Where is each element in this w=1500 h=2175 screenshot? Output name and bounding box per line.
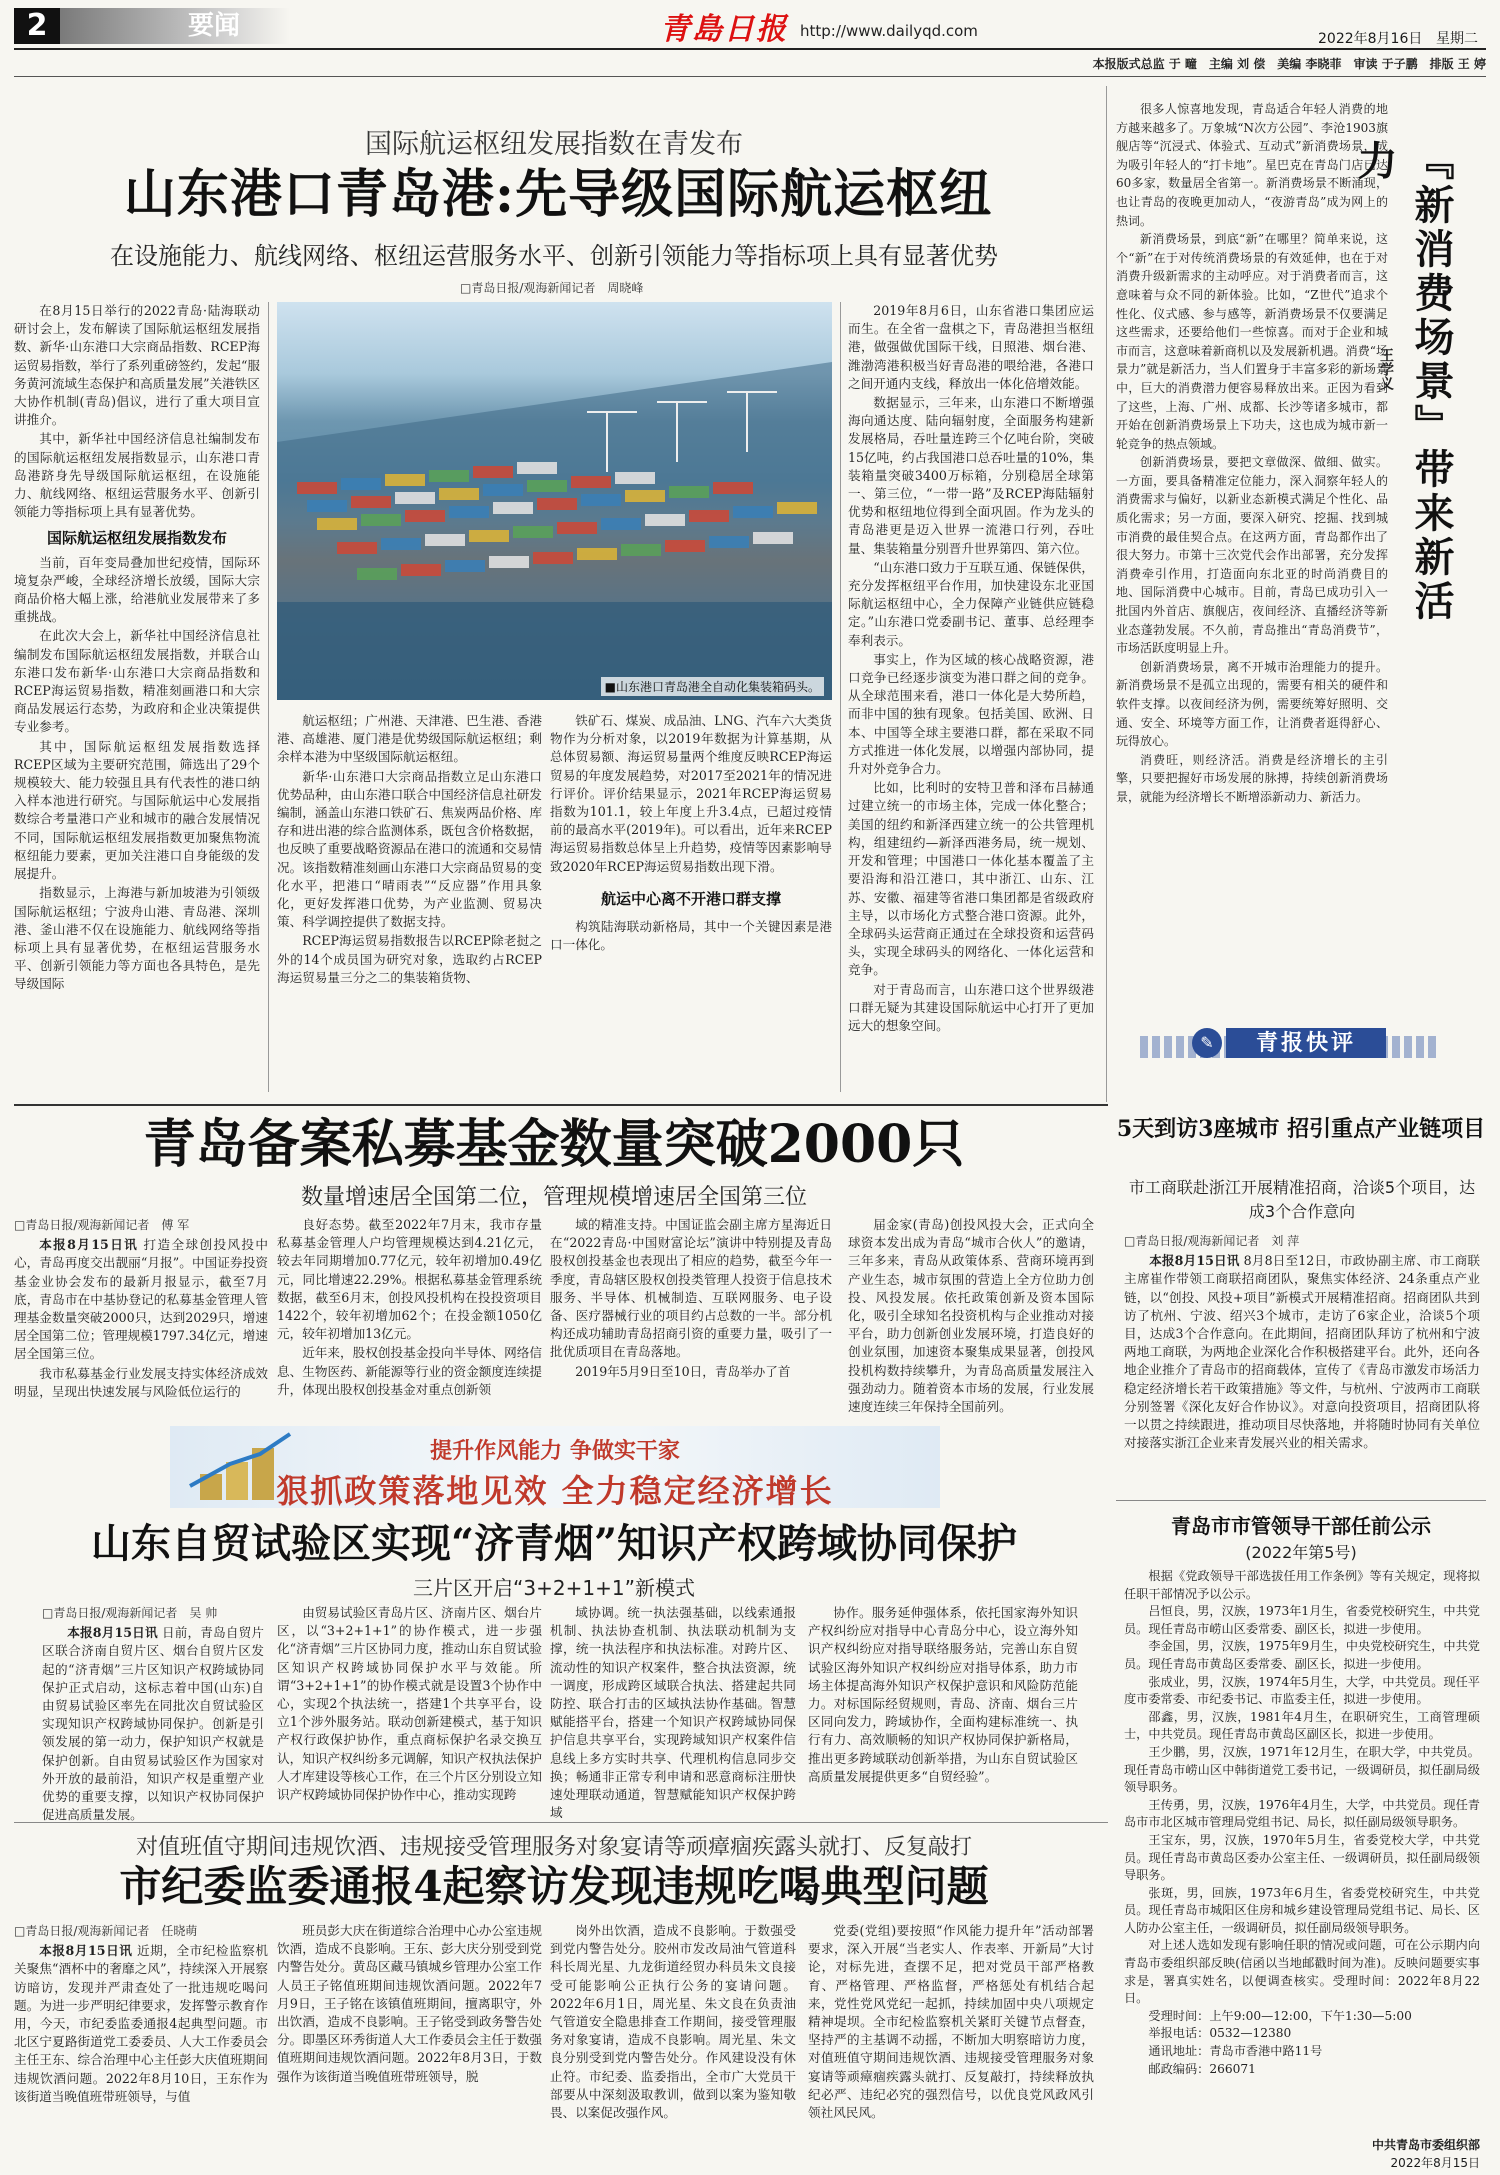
story2-col1: □青岛日报/观海新闻记者 傅 军 本报8月15日讯 打造全球创投风投中心，青岛再度交出靓丽“月报”。中国证券投资基金业协会发布的最新月报显示，截至7月底，青岛市在中基协登记的私募基金管理人管理基金数量突破2000只，达到2029只，增速居全国第二位；管理规模1797.34亿元，增速居全国第三位。 我市私募基金行业发展支持实体经济成效明显，呈现出快速发展与风险低位运行的 [14,1218,268,1399]
story1-headline: 山东港口青岛港:先导级国际航运枢纽 [123,164,993,225]
story1-subheading-2: 航运中心离不开港口群支撑 [600,889,781,908]
notice-entry: 邵鑫，男，汉族，1981年4月生，在职研究生，工商管理硕士，中共党员。现任青岛市黄岛区副区长，拟进一步使用。 [1124,1709,1480,1742]
port-photo-art [277,302,832,700]
story4-byline: □青岛日报/观海新闻记者 刘 萍 [1124,1234,1300,1248]
masthead-logo: 青島日报 [660,12,788,47]
story5-byline: □青岛日报/观海新闻记者 任晓萌 [14,1924,198,1938]
story5-kicker: 对值班值守期间违规饮酒、违规接受管理服务对象宴请等顽瘴痼疾露头就打、反复敲打 [135,1835,972,1860]
story1-kicker: 国际航运枢纽发展指数在青发布 [365,129,743,160]
notice-entry: 吕恒良，男，汉族，1973年1月生，省委党校研究生，中共党员。现任青岛市崂山区委常委、副区长，拟进一步使用。 [1124,1604,1480,1636]
notice-sign-org: 中共青岛市委组织部 [1371,2138,1480,2152]
notice-phone: 举报电话：0532—12380 [1148,2026,1292,2041]
story3-col3: 域协调。统一执法强基础，以线索通报机制、执法协查机制、执法联动机制为支撑，统一执法程序和执法标准。对跨片区、流动性的知识产权案件，整合执法资源，统一调度，形成跨区域联合执法、搭建起共同防控、联合打击的区域执法协作基础。智慧赋能搭平台，搭建一个知识产权跨域协同保护信息共享平台，实现跨域知识产权案件信息线上多方实时共享、代理机构信息同步交换；畅通非正常专利申请和恶意商标注册快速处理联动通道，智慧赋能知识产权保护跨域 [550,1605,796,1821]
story3-byline: □青岛日报/观海新闻记者 吴 帅 [42,1606,218,1620]
story4-subhead: 市工商联赴浙江开展精准招商，洽谈5个项目，达成3个合作意向 [1128,1178,1476,1221]
story2-col2: 良好态势。截至2022年7月末，我市存量私募基金管理人户均管理规模达到4.21亿元，较去年同期增加0.77亿元，较年初增加0.49亿元，同比增速22.29%。根据私募基金管理系统数据，截至6月末，创投风投机构在投投资项目1422个，较年初增加62个；在投金额1050亿元，较年初增加13亿元。 近年来，股权创投基金投向半导体、网络信息、生物医药、新能源等行业的资金额度连续提升，体现出股权创投基金对重点创新领 [277,1217,542,1397]
notice-issue: (2022年第5号) [1245,1543,1357,1562]
story1-col3: 铁矿石、煤炭、成品油、LNG、汽车六大类货物作为分析对象，以2019年数据为计算基期，从总体贸易额、海运贸易量两个维度反映RCEP海运贸易的年度发展趋势，对2017至2021年的情况进行评价。评价结果显示，2021年RCEP海运贸易指数为101.1，较上年度上升3.4点，已超过疫情前的最高水平(2019年)。可以看出，近年来RCEP海运贸易指数总体呈上升趋势，疫情等因素影响导致2020年RCEP海运贸易指数出现下滑。 航运中心离不开港口群支撑 构筑陆海联动新格局，其中一个关键因素是港口一体化。 [550,713,832,953]
story2-lead: 本报8月15日讯 [39,1237,139,1253]
issue-date: 2022年8月16日 [1318,31,1423,47]
commentary-author: 王学义 [1378,348,1394,390]
story3-col4: 协作。服务延伸强体系，依托国家海外知识产权纠纷应对指导中心青岛分中心，设立海外知识产权纠纷应对指导联络服务站，完善山东自贸试验区海外知识产权纠纷应对指导体系，助力市场主体提高海外知识产权保护意识和风险防范能力。对标国际经贸规则，青岛、济南、烟台三片区同向发力，跨域协作，全面构建标准统一、执行有力、高效顺畅的知识产权协同保护新格局，推出更多跨域联动创新举措，为山东自贸试验区高质量发展提供更多“自贸经验”。 [808,1605,1078,1784]
banner-label: 青报快评 [1226,1028,1386,1058]
staff-credits: 本报版式总监 于 疃 主编 刘 偿 美编 李晓菲 审读 于子鹏 排版 王 婷 [1092,57,1486,71]
page-header [0,0,1500,80]
story1-col2: 航运枢纽；广州港、天津港、巴生港、香港港、高雄港、厦门港是优势级国际航运枢纽；剩余样本港为中坚级国际航运枢纽。 新华·山东港口大宗商品指数立足山东港口优势品种，由山东港口联合中国经济信息社研发编制，涵盖山东港口铁矿石、焦炭两品价格、库存和进出港的综合监测体系，既包含价格数据，也反映了重要战略资源品在港口的流通和交易情况。该指数精准刻画山东港口大宗商品贸易的变化水平，把港口“晴雨表”“反应器”作用具象化，更好发挥港口优势，为产业监测、贸易决策、科学调控提供了数据支持。 RCEP海运贸易指数报告以RCEP除老挝之外的14个成员国为研究对象，选取约占RCEP海运贸易量三分之二的集装箱货物、 [277,713,542,985]
photo-caption: ■山东港口青岛港全自动化集装箱码头。 [601,677,824,696]
story5-col2: 班员彭大庆在街道综合治理中心办公室违规饮酒，造成不良影响。王东、彭大庆分别受到党内警告处分。黄岛区藏马镇城乡管理办公室工作人员王子铭值班期间违规饮酒问题。2022年7月9日，王子铭在该镇值班期间，擅离职守，外出饮酒，造成不良影响。王子铭受到政务警告处分。即墨区环秀街道人大工作委员会主任于数强值班期间违规饮酒问题。2022年8月3日，于数强作为该街道当晚值班带班领导，脱 [277,1923,542,2084]
notice-entry: 王少鹏，男，汉族，1971年12月生，在职大学，中共党员。现任青岛市崂山区中韩街道党工委书记，一级调研员，拟任副局级领导职务。 [1124,1744,1480,1795]
story1-col1: 在8月15日举行的2022青岛·陆海联动研讨会上，发布解读了国际航运枢纽发展指数、新华·山东港口大宗商品指数、RCEP海运贸易指数，举行了系列重磅签约，发起“服务黄河流域生态保护和高质量发展”关港铁区大协作机制(青岛)倡议，进行了重大项目宣讲推介。 其中，新华社中国经济信息社编制发布的国际航运枢纽发展指数显示，山东港口青岛港跻身先导级国际航运枢纽，在设施能力、航线网络、枢纽运营服务水平、创新引领能力等指标项上具有显著优势。 国际航运枢纽发展指数发布 当前，百年变局叠加世纪疫情，国际环境复杂严峻，全球经济增长放缓，国际大宗商品价格大幅上涨，给港航业发展带来了多重挑战。 在此次大会上，新华社中国经济信息社编制发布国际航运枢纽发展指数，并联合山东港口发布新华·山东港口大宗商品指数和RCEP海运贸易指数，精准刻画港口和大宗商品发展运行态势，为政府和企业决策提供专业参考。 其中，国际航运枢纽发展指数选择RCEP区域为主要研究范围，筛选出了29个规模较大、能力较强且具有代表性的港口纳入样本池进行研究。与国际航运中心发展指数综合考量港口产业和城市的融合发展情况不同，国际航运枢纽发展指数更加聚焦物流枢纽能力要素，更加关注港口自身能级的发展提升。 指数显示，上海港与新加坡港为引领级国际航运枢纽；宁波舟山港、青岛港、深圳港、釜山港不仅在设施能力、航线网络等指标项上具有显著优势，在枢纽运营服务水平、创新引领能力等方面也各具特色，是先导级国际 [14,303,260,992]
notice-entry: 张斑，男，回族，1973年6月生，省委党校研究生，中共党员。现任青岛市城阳区住房和城乡建设管理局党组书记、局长、区人防办公室主任，一级调研员，拟任副局级领导职务。 [1124,1885,1480,1935]
story5-col4: 党委(党组)要按照“作风能力提升年”活动部署要求，深入开展“当老实人、作表率、开新局”大讨论，对标先进，查摆不足，把对党员干部严格教育、严格管理、严格监督，严格惩处有机结合起来，党性党风党纪一起抓，持续加固中央八项规定精神堤坝。全市纪检监察机关紧盯关键节点督查，坚持严的主基调不动摇，不断加大明察暗访力度，对值班值守期间违规饮酒、违规接受管理服务对象宴请等顽瘴痼疾露头就打、反复敲打，持续释放执纪必严、违纪必究的强烈信号，以优良党风政风引领社风民风。 [808,1923,1094,2121]
page-number: 2 [14,8,60,44]
notice-body: 根据《党政领导干部选拔任用工作条例》等有关规定，现将拟任职干部情况予以公示。 吕恒良，男，汉族，1973年1月生，省委党校研究生，中共党员。现任青岛市崂山区委常委、副区长，拟进一步使用。 李金国，男，汉族，1975年9月生，中央党校研究生，中共党员。现任青岛市黄岛区委常委、副区长，拟进一步使用。 张成业，男，汉族，1974年5月生，大学，中共党员。现任平度市委常委、市纪委书记、市监委主任，拟进一步使用。 邵鑫，男，汉族，1981年4月生，在职研究生，工商管理硕士，中共党员。现任青岛市黄岛区副区长，拟进一步使用。 王少鹏，男，汉族，1971年12月生，在职大学，中共党员。现任青岛市崂山区中韩街道党工委书记，一级调研员，拟任副局级领导职务。 王传勇，男，汉族，1976年4月生，大学，中共党员。现任青岛市市北区城市管理局党组书记、局长，拟任副局级领导职务。 王宝东，男，汉族，1970年5月生，省委党校大学，中共党员。现任青岛市黄岛区委办公室主任、一级调研员，拟任副局级领导职务。 张斑，男，回族，1973年6月生，省委党校研究生，中共党员。现任青岛市城阳区住房和城乡建设管理局党组书记、局长、区人防办公室主任，一级调研员，拟任副局级领导职务。 对上述人选如发现有影响任职的情况或问题，可在公示期内向青岛市委组织部反映(信函以当地邮戳时间为准)。反映问题要实事求是，署真实姓名，以便调查核实。受理时间：2022年8月22日。 受理时间：上午9:00—12:00，下午1:30—5:00 举报电话：0532—12380 通讯地址：青岛市香港中路11号 邮政编码：266071 [1124,1568,1480,2128]
story4-body: □青岛日报/观海新闻记者 刘 萍 本报8月15日讯 8月8日至12日，市政协副主席、市工商联主席崔作带领工商联招商团队，聚焦实体经济、24条重点产业链，以“创投、风投+项目”新模式开展精准招商。招商团队共到访了杭州、宁波、绍兴3个城市，走访了6家企业，洽谈5个项目，达成3个合作意向。在此期间，招商团队拜访了杭州和宁波两地工商联，为两地企业深化合作积极搭建平台。此外，还向各地企业推介了青岛市的招商载体，宣传了《青岛市激发市场活力稳定经济增长若干政策措施》等文件，与杭州、宁波两市工商联分别签署《深化友好合作协议》。对意向投资项目，招商团队将一以贯之持续跟进，推动项目尽快落地，并将随时协同有关单位对接落实浙江企业来青发展兴业的相关需求。 [1124,1234,1480,1451]
notice-entry: 张成业，男，汉族，1974年5月生，大学，中共党员。现任平度市委常委、市纪委书记、市监委主任，拟进一步使用。 [1124,1674,1480,1707]
commentary-title: 『新消费场景』带来新活力 [1351,140,1455,624]
notice-sign-date: 2022年8月15日 [1390,2156,1480,2170]
issue-weekday: 星期二 [1436,31,1478,47]
notice-address: 通讯地址：青岛市香港中路11号 [1148,2044,1323,2059]
story2-col4: 届金家(青岛)创投风投大会，正式向全球资本发出成为青岛“城市合伙人”的邀请，三年多来，青岛从政策体系、营商环境再到产业生态，城市氛围的营造上全方位助力创投、风投发展。依托政策创新及资本国际化，吸引全球知名投资机构与企业推动对接平台，助力创新创业发展环境，打造良好的创业氛围，加速资本聚集成果显著，创投风投机构数持续攀升，为青岛高质量发展注入强劲动力。随着资本市场的发展，行业发展速度连续三年保持全国前列。 [848,1217,1094,1415]
campaign-line2: 狠抓政策落地见效 全力稳定经济增长 [276,1472,834,1510]
story3-subhead: 三片区开启“3+2+1+1”新模式 [413,1576,695,1600]
commentary-body: 很多人惊喜地发现，青岛适合年轻人消费的地方越来越多了。万象城“N次方公园”、李沧1903旗舰店等“沉浸式、体验式、互动式”新消费场景，成为吸引年轻人的“打卡地”。星巴克在青岛门店已达60多家，数量居全省第一。新消费场景不断涌现，也让青岛的夜晚更加动人，“夜游青岛”成为网上的热词。 新消费场景，到底“新”在哪里？简单来说，这个“新”在于对传统消费场景的有效延伸，也在于对消费升级新需求的主动呼应。对于消费者而言，这意味着与众不同的新体验。比如，“Z世代”追求个性化、仪式感、参与感等，新消费场景不仅要满足这些需求，还要给他们一些惊喜。而对于企业和城市而言，这意味着新商机以及发展新机遇。消费“场景力”就是新活力，当人们置身于丰富多彩的新场景中，巨大的消费潜力便容易释放出来。正因为看到了这些，上海、广州、成都、长沙等诸多城市，都开始在创新消费场景上下功夫，这也成为城市新一轮竞争的热点领域。 创新消费场景，要把文章做深、做细、做实。一方面，要具备精准定位能力，深入洞察年轻人的消费需求与偏好，以新业态新模式满足个性化、品质化需求；另一方面，要深入研究、挖掘、找到城市消费的最佳契合点。在这两方面，青岛都作出了很大努力。市第十三次党代会作出部署，充分发挥消费牵引作用，打造面向东北亚的时尚消费目的地、国际消费中心城市。目前，青岛已成功引入一批国内外首店、旗舰店，夜间经济、直播经济等新业态蓬勃发展。不久前，青岛推出“青岛消费节”，市场活跃度明显上升。 创新消费场景，离不开城市治理能力的提升。新消费场景不是孤立出现的，需要有相关的硬件和软件支撑。以夜间经济为例，需要统筹好照明、交通、安全、环境等方面工作，让消费者逛得舒心、玩得放心。 消费旺，则经济活。消费是经济增长的主引擎，只要把握好市场发展的脉搏，持续创新消费场景，就能为经济增长不断增添新动力、新活力。 [1116,102,1388,804]
story3-lead: 本报8月15日讯 [67,1625,158,1641]
story2-headline: 青岛备案私募基金数量突破2000只 [143,1114,965,1175]
story5-col1: □青岛日报/观海新闻记者 任晓萌 本报8月15日讯 近期，全市纪检监察机关聚焦“酒杯中的奢靡之风”，持续深入开展察访暗访，发现并严肃查处了一批违规吃喝问题。为进一步严明纪律要求，发挥警示教育作用，今天，市纪委监委通报4起典型问题。市北区宁夏路街道党工委委员、人大工作委员会主任王东、综合治理中心主任彭大庆值班期间违规饮酒问题。2022年8月10日，王东作为该街道当晚值班带班领导，与值 [14,1924,269,2104]
notice-entry: 李金国，男，汉族，1975年9月生，中央党校研究生，中共党员。现任青岛市黄岛区委常委、副区长，拟进一步使用。 [1124,1639,1480,1671]
section-title: 要闻 [60,8,290,44]
notice-entry: 王宝东，男，汉族，1970年5月生，省委党校大学，中共党员。现任青岛市黄岛区委办公室主任、一级调研员，拟任副局级领导职务。 [1124,1832,1480,1883]
website-url[interactable]: http://www.dailyqd.com [800,22,978,40]
notice-title: 青岛市市管领导干部任前公示 [1171,1514,1431,1538]
quick-comment-banner [1140,1024,1440,1064]
notice-post: 邮政编码：266071 [1148,2061,1256,2076]
story5-lead: 本报8月15日讯 [39,1943,133,1959]
story1-byline: □青岛日报/观海新闻记者 周晓峰 [460,281,644,295]
story5-col3: 岗外出饮酒，造成不良影响。于数强受到党内警告处分。胶州市发改局油气管道科科长周光星、九龙街道经贸办科员朱文良接受可能影响公正执行公务的宴请问题。2022年6月1日，周光星、朱文良在负责油气管道安全隐患排查工作期间，接受管理服务对象宴请，造成不良影响。周光星、朱文良分别受到党内警告处分。作风建设没有休止符。市纪委、监委指出，全市广大党员干部要从中深刻汲取教训，做到以案为鉴知敬畏、以案促改强作风。 [550,1923,796,2121]
story3-col1: □青岛日报/观海新闻记者 吴 帅 本报8月15日讯 日前，青岛自贸片区联合济南自贸片区、烟台自贸片区发起的“济青烟”三片区知识产权跨域协同保护正式启动，这标志着中国(山东)自由贸易试验区率先在同批次自贸试验区实现知识产权跨域协同保护。创新是引领发展的第一动力，保护知识产权就是保护创新。自由贸易试验区作为国家对外开放的最前沿，知识产权是重塑产业优势的重要支撑，以知识产权协同保护促进高质量发展。 [42,1606,265,1823]
port-photo [277,302,832,700]
story4-lead: 本报8月15日讯 [1149,1253,1240,1269]
notice-entry: 王传勇，男，汉族，1976年4月生，大学，中共党员。现任青岛市市北区城市管理局党组书记、局长，拟任副局级领导职务。 [1124,1797,1480,1830]
campaign-line1: 提升作风能力 争做实干家 [430,1439,680,1464]
campaign-banner [170,1426,940,1508]
story2-byline: □青岛日报/观海新闻记者 傅 军 [14,1218,190,1232]
story1-subheading-1: 国际航运枢纽发展指数发布 [46,529,227,548]
story1-col4: 2019年8月6日，山东省港口集团应运而生。在全省一盘棋之下，青岛港担当枢纽港，做强做优国际干线，日照港、烟台港、潍渤湾港积极当好青岛港的喂给港，各港口之间开通内支线，释放出一体化倍增效能。 数据显示，三年来，山东港口不断增强海向通达度、陆向辐射度，全面服务构建新发展格局，吞吐量连跨三个亿吨台阶，突破15亿吨，约占我国港口总吞吐量的10%，集装箱量突破3400万标箱，分别稳居全球第一、第三位，“一带一路”及RCEP海陆辐射优势和枢纽地位得到全面巩固。作为龙头的青岛港更是迈入世界一流港口行列，吞吐量、集装箱量分别晋升世界第四、第六位。 “山东港口致力于互联互通、保链保供，充分发挥枢纽平台作用，加快建设东北亚国际航运枢纽中心，全力保障产业链供应链稳定。”山东港口党委副书记、董事、总经理李奉利表示。 事实上，作为区域的核心战略资源，港口竞争已经逐步演变为港口群之间的竞争。从全球范围来看，港口一体化是大势所趋，而非中国的独有现象。包括美国、欧洲、日本、中国等全球主要港口群，都在采取不同方式推进一体化发展，以增强内部协同，提升对外竞争合力。 比如，比利时的安特卫普和泽布吕赫通过建立统一的市场主体，完成一体化整合；美国的纽约和新泽西建立统一的公共管理机构，组建纽约—新泽西港务局，统一规划、开发和管理；中国港口一体化基本覆盖了主要沿海和沿江港口，其中浙江、山东、江苏、安徽、福建等省港口集团都是省级政府主导，以市场化方式整合港口资源。此外，全球码头运营商正通过在全球投资和运营码头，实现全球码头的网络化、一体化运营和竞争。 对于青岛而言，山东港口这个世界级港口群无疑为其建设国际航运中心打开了更加远大的想象空间。 [848,303,1094,1033]
notice-hours: 受理时间：上午9:00—12:00，下午1:30—5:00 [1148,2008,1412,2023]
story5-headline: 市纪委监委通报4起察访发现违规吃喝典型问题 [119,1862,989,1911]
story4-headline: 5天到访3座城市 招引重点产业链项目 [1116,1116,1486,1142]
story3-headline: 山东自贸试验区实现“济青烟”知识产权跨域协同保护 [90,1520,1017,1567]
banner-icon: ✎ [1192,1028,1222,1058]
story1-subhead: 在设施能力、航线网络、枢纽运营服务水平、创新引领能力等指标项上具有显著优势 [110,242,998,270]
story2-subhead: 数量增速居全国第二位，管理规模增速居全国第三位 [300,1185,807,1210]
story3-col2: 由贸易试验区青岛片区、济南片区、烟台片区，以“3+2+1+1”的协作模式，进一步强化“济青烟”三片区协同力度，推动山东自贸试验区知识产权跨域协同保护水平与效能。所谓“3+2+1+1”的协作模式就是设置3个协作中心，实现2个执法统一，搭建1个共享平台，设立1个涉外服务站。联动创新建模式，基于知识产权行政保护协作，重点商标保护名录交换互认，知识产权纠纷多元调解，知识产权执法保护人才库建设等核心工作，在三个片区分别设立知识产权跨域协同保护协作中心，推动实现跨 [277,1605,542,1803]
story2-col3: 域的精准支持。中国证监会副主席方星海近日在“2022青岛·中国财富论坛”演讲中特别提及青岛股权创投基金也表现出了相应的趋势，截至今年一季度，青岛辖区股权创投类管理人投资于信息技术服务、半导体、机械制造、互联网服务、电子设备、医疗器械行业的项目约占总数的一半。部分机构还成功辅助青岛招商引资的重要力量，吸引了一批优质项目在青岛落地。 2019年5月9日至10日，青岛举办了首 [550,1217,832,1379]
